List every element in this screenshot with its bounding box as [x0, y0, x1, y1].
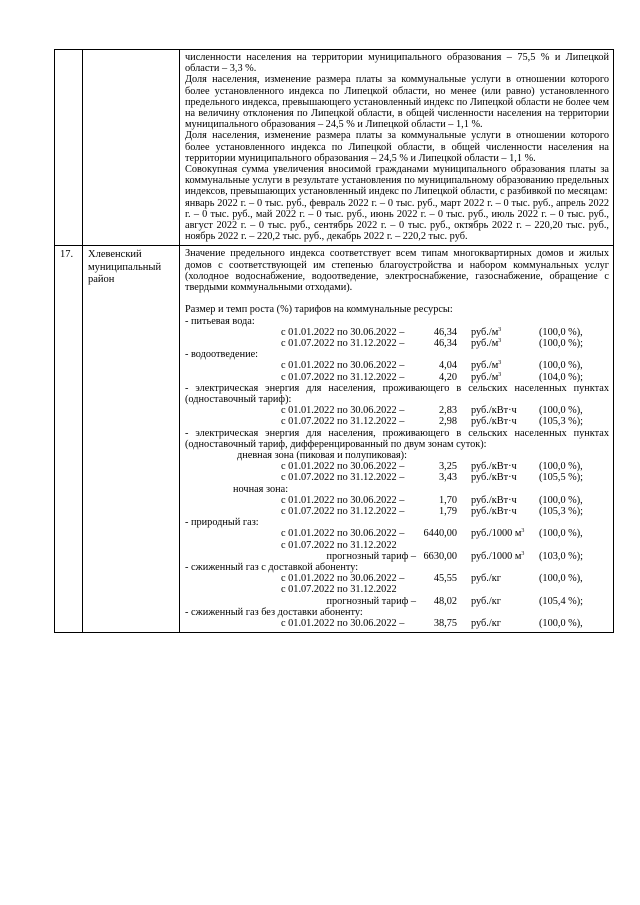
wastewater-label: - водоотведение: — [185, 349, 259, 361]
paragraph-population-share-3: Доля населения, изменение размера платы за коммунальные услуги в отношении которого более установленного индекса по Липецкой области, в общей численности населения на территории муниципального образования – 24,5 % и Липецкой области – 1,1 %. — [185, 130, 609, 164]
row-text-cell — [180, 246, 614, 633]
paragraph-total-increase: Совокупная сумма увеличения вносимой гражданами муниципального образования платы за коммунальные услуги в результате установления по муниципальному образованию предельных индексов, превышающих установленный индекс по Липецкой области, с разбивкой по месяцам: — [185, 164, 609, 198]
tariff-line: с 01.07.2022 по 31.12.2022 – 2,98 руб./кВт·ч (105,3 %); — [281, 416, 584, 428]
tariff-line: с 01.01.2022 по 30.06.2022 – 6440,00 руб./1000 $м^3$ (100,0 %), — [281, 528, 583, 540]
tariff-line: с 01.07.2022 по 31.12.2022 – 4,20 $руб./м^3$ (104,0 %); — [281, 371, 584, 383]
row-number-cell — [55, 246, 83, 633]
tariff-line: с 01.01.2022 по 30.06.2022 – 46,34 $руб./м^3$ (100,0 %), — [281, 326, 583, 338]
natural-gas-label: - природный газ: — [185, 517, 259, 529]
tariff-line-forecast: прогнозный тариф – 48,02 руб./кг (105,4 %); — [326, 595, 584, 607]
district-name: Хлевенский муниципальный район — [88, 249, 162, 285]
table-row-continuation — [55, 50, 614, 246]
electricity-zones-label: - электрическая энергия для населения, проживающего в сельских населенных пунктах (одноставочный тариф, дифференцированный по двум зонам суток): — [185, 427, 609, 450]
drinking-water-label: - питьевая вода: — [185, 315, 255, 327]
tariff-line-forecast: прогнозный тариф – 6630,00 руб./1000 $м^3$ (103,0 %); — [326, 550, 584, 562]
tariffs-heading: Размер и темп роста (%) тарифов на коммунальные ресурсы: — [185, 304, 453, 316]
table-row-17 — [55, 246, 614, 633]
night-zone-label: ночная зона: — [233, 483, 289, 495]
tariff-line: с 01.07.2022 по 31.12.2022 – 3,43 руб./кВт·ч (105,5 %); — [281, 472, 584, 484]
row-number: 17. — [60, 249, 74, 261]
tariff-line: с 01.01.2022 по 30.06.2022 – 2,83 руб./кВт·ч (100,0 %), — [281, 405, 583, 417]
paragraph-population-share-1: численности населения на территории муниципального образования – 75,5 % и Липецкой области – 3,3 %. — [185, 52, 609, 75]
day-zone-label: дневная зона (пиковая и полупиковая): — [237, 450, 407, 461]
tariff-line: с 01.01.2022 по 30.06.2022 – 1,70 руб./кВт·ч (100,0 %), — [281, 494, 583, 506]
tariff-line: с 01.07.2022 по 31.12.2022 – 1,79 руб./кВт·ч (105,3 %); — [281, 505, 584, 517]
tariff-line: с 01.01.2022 по 30.06.2022 – 45,55 руб./кг (100,0 %), — [281, 573, 583, 585]
tariff-line: с 01.07.2022 по 31.12.2022 — [281, 584, 397, 596]
row-number-cell-empty — [55, 50, 83, 246]
paragraph-monthly-breakdown: январь 2022 г. – 0 тыс. руб., февраль 2022 г. – 0 тыс. руб., март 2022 г. – 0 тыс. руб., апрель 2022 г. – 0 тыс. руб., май 2022 г. – 0 тыс. руб., июнь 2022 г. – 0 тыс. руб., июль 2022 г. – 0 тыс. руб., август 2022 г. – 0 тыс. руб., сентябрь 2022 г. – 0 тыс. руб., октябрь 2022 г. – 220,20 тыс. руб., ноябрь 2022 г. – 220,2 тыс. руб., декабрь 2022 г. – 220,2 тыс. руб. — [185, 197, 609, 243]
tariff-line: с 01.01.2022 по 30.06.2022 – 38,75 руб./кг (100,0 %), — [281, 617, 583, 629]
row-name-cell — [83, 246, 180, 633]
tariff-table — [54, 49, 614, 633]
paragraph-population-share-2: Доля населения, изменение размера платы за коммунальные услуги в отношении которого более установленного индекса по Липецкой области, но менее (или равно) установленного предельного индекса, превышающего установленный индекс по Липецкой области не более чем на величину отклонения по Липецкой области, в общей численности населения на территории муниципального образования – 24,5 % и Липецкой области – 1,1 %. — [185, 74, 609, 131]
tariff-line: с 01.07.2022 по 31.12.2022 — [281, 539, 397, 551]
paragraph-index-intro: Значение предельного индекса соответствует всем типам многоквартирных домов и жилых домов с соответствующей им степенью благоустройства и набором коммунальных услуг (холодное водоснабжение, водоотведение, электроснабжение, газоснабжение, обращение с твердыми коммунальными отходами). — [185, 248, 609, 294]
tariff-line: с 01.01.2022 по 30.06.2022 – 3,25 руб./кВт·ч (100,0 %), — [281, 461, 583, 473]
row-name-cell-empty — [83, 50, 180, 246]
row-text-cell — [180, 50, 614, 246]
lpg-delivery-label: - сжиженный газ с доставкой абоненту: — [185, 561, 359, 573]
lpg-no-delivery-label: - сжиженный газ без доставки абоненту: — [185, 606, 363, 618]
tariff-line: с 01.07.2022 по 31.12.2022 – 46,34 $руб./м^3$ (100,0 %); — [281, 338, 584, 350]
tariff-line: с 01.01.2022 по 30.06.2022 – 4,04 $руб./м^3$ (100,0 %), — [281, 360, 583, 372]
electricity-single-label: - электрическая энергия для населения, проживающего в сельских населенных пунктах (одноставочный тариф): — [185, 382, 609, 406]
